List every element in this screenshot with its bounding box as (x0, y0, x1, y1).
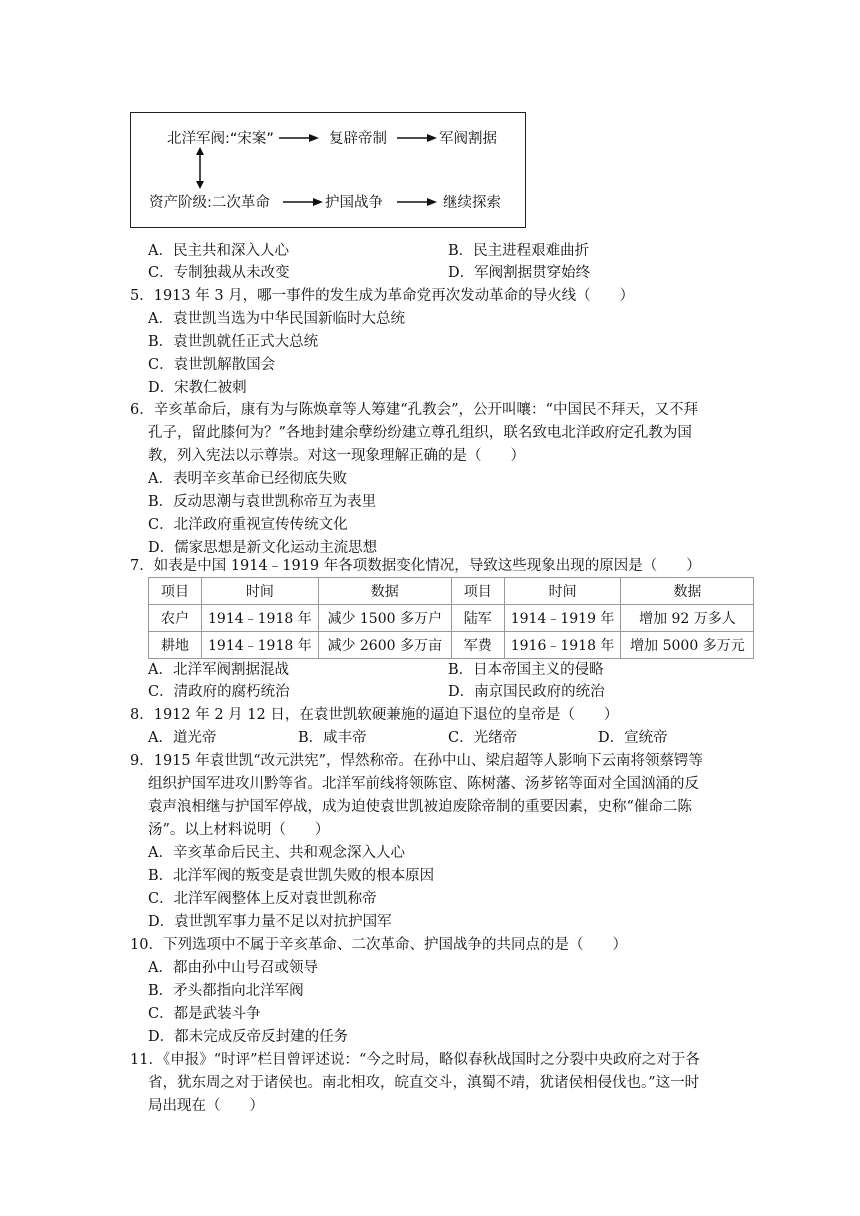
table-header-cell: 项目 (149, 578, 202, 605)
q9-stem-line3: 袁声浪相继与护国军停战，成为迫使袁世凯被迫废除帝制的重要因素，史称“催命二陈 (148, 799, 692, 815)
q4-option-b[interactable]: B．民主进程艰难曲折 (448, 243, 590, 259)
q6-option-c[interactable]: C．北洋政府重视宣传传统文化 (148, 517, 348, 533)
table-cell: 增加 5000 多万元 (621, 632, 754, 659)
table-header-cell: 时间 (202, 578, 319, 605)
table-header-row (149, 578, 754, 605)
q8-option-b[interactable]: B．咸丰帝 (298, 730, 367, 746)
table-cell: 农户 (149, 605, 202, 632)
q6-stem-line2: 孔子，留此膝何为？”各地封建余孽纷纷建立尊孔组织，联名致电北洋政府定孔教为国 (148, 425, 692, 441)
q11-stem-line2: 省，犹东周之对于诸侯也。南北相攻，皖直交斗，滇蜀不靖，犹诸侯相侵伐也。”这一时 (148, 1075, 700, 1091)
table-header-cell: 数据 (621, 578, 754, 605)
q8-stem: 8．1912 年 2 月 12 日，在袁世凯软硬兼施的逼迫下退位的皇帝是（ ） (130, 707, 619, 723)
diagram-node-restoration: 复辟帝制 (329, 131, 387, 147)
q4-option-c[interactable]: C．专制独裁从未改变 (148, 265, 290, 281)
q10-option-d[interactable]: D．都未完成反帝反封建的任务 (148, 1029, 349, 1045)
arrow-right-icon (283, 197, 323, 207)
arrow-right-icon (279, 133, 319, 143)
q9-option-a[interactable]: A．辛亥革命后民主、共和观念深入人心 (148, 845, 405, 861)
q11-stem-line1: 11．《申报》“时评”栏目曾评述说：“今之时局，略似春秋战国时之分裂中央政府之对于各 (130, 1052, 700, 1068)
table-cell: 1914﹣1918 年 (202, 632, 319, 659)
table-cell: 军费 (451, 632, 504, 659)
table-row (149, 632, 754, 659)
q4-option-d[interactable]: D．军阀割据贯穿始终 (448, 265, 591, 281)
table-cell: 1916﹣1918 年 (504, 632, 621, 659)
q7-option-b[interactable]: B．日本帝国主义的侵略 (448, 662, 604, 678)
table-cell: 减少 2600 多万亩 (318, 632, 451, 659)
table-cell: 陆军 (451, 605, 504, 632)
table-cell: 1914﹣1919 年 (504, 605, 621, 632)
q6-option-d[interactable]: D．儒家思想是新文化运动主流思想 (148, 540, 378, 556)
arrow-right-icon (397, 133, 437, 143)
table-header-cell: 数据 (318, 578, 451, 605)
q6-stem-line3: 教，列入宪法以示尊崇。对这一现象理解正确的是（ ） (148, 448, 525, 464)
diagram-node-bourgeois: 资产阶级:二次革命 (149, 195, 270, 211)
q6-option-b[interactable]: B．反动思潮与袁世凯称帝互为表里 (148, 494, 377, 510)
q10-stem: 10．下列选项中不属于辛亥革命、二次革命、护国战争的共同点的是（ ） (130, 937, 627, 953)
diagram-node-beiyang: 北洋军阀:“宋案” (167, 131, 274, 147)
q10-option-b[interactable]: B．矛头都指向北洋军阀 (148, 983, 304, 999)
diagram-node-national-protection: 护国战争 (325, 195, 383, 211)
q6-stem-line1: 6．辛亥革命后，康有为与陈焕章等人筹建“孔教会”，公开叫嚷：“中国民不拜天，又不拜 (130, 402, 698, 418)
q7-option-a[interactable]: A．北洋军阀割据混战 (148, 662, 289, 678)
q5-option-a[interactable]: A．袁世凯当选为中华民国新临时大总统 (148, 311, 405, 327)
q11-stem-line3: 局出现在（ ） (148, 1098, 264, 1114)
q10-option-c[interactable]: C．都是武装斗争 (148, 1006, 261, 1022)
diagram-node-explore: 继续探索 (443, 195, 501, 211)
q9-option-d[interactable]: D．袁世凯军事力量不足以对抗护国军 (148, 914, 392, 930)
table-cell: 1914﹣1918 年 (202, 605, 319, 632)
q9-option-c[interactable]: C．北洋军阀整体上反对袁世凯称帝 (148, 891, 377, 907)
q9-option-b[interactable]: B．北洋军阀的叛变是袁世凯失败的根本原因 (148, 868, 435, 884)
q10-option-a[interactable]: A．都由孙中山号召或领导 (148, 960, 318, 976)
arrow-right-icon (397, 197, 437, 207)
q9-stem-line4: 汤”。以上材料说明（ ） (148, 822, 330, 838)
q8-option-c[interactable]: C．光绪帝 (448, 730, 518, 746)
q8-option-a[interactable]: A．道光帝 (148, 730, 217, 746)
q5-stem: 5．1913 年 3 月，哪一事件的发生成为革命党再次发动革命的导火线（ ） (130, 288, 635, 304)
q5-option-c[interactable]: C．袁世凯解散国会 (148, 357, 276, 373)
q7-stem: 7．如表是中国 1914﹣1919 年各项数据变化情况，导致这些现象出现的原因是（ ） (130, 558, 701, 574)
q6-option-a[interactable]: A．表明辛亥革命已经彻底失败 (148, 471, 347, 487)
table-header-cell: 项目 (451, 578, 504, 605)
q7-option-c[interactable]: C．清政府的腐朽统治 (148, 684, 290, 700)
table-header-cell: 时间 (504, 578, 621, 605)
q8-option-d[interactable]: D．宣统帝 (598, 730, 668, 746)
table-row (149, 605, 754, 632)
double-arrow-icon (195, 147, 205, 189)
q9-stem-line1: 9．1915 年袁世凯“改元洪宪”，悍然称帝。在孙中山、梁启超等人影响下云南将领蔡锷等 (130, 753, 704, 769)
table-cell: 增加 92 万多人 (621, 605, 754, 632)
q4-option-a[interactable]: A．民主共和深入人心 (148, 243, 289, 259)
q5-option-d[interactable]: D．宋教仁被刺 (148, 380, 247, 396)
flow-diagram (130, 112, 526, 228)
q9-stem-line2: 组织护国军进攻川黔等省。北洋军前线将领陈宦、陈树藩、汤芗铭等面对全国汹涌的反 (148, 776, 699, 792)
q7-option-d[interactable]: D．南京国民政府的统治 (448, 684, 605, 700)
diagram-node-warlord: 军阀割据 (439, 131, 497, 147)
data-table (148, 577, 754, 659)
table-cell: 耕地 (149, 632, 202, 659)
table-cell: 减少 1500 多万户 (318, 605, 451, 632)
q5-option-b[interactable]: B．袁世凯就任正式大总统 (148, 334, 319, 350)
